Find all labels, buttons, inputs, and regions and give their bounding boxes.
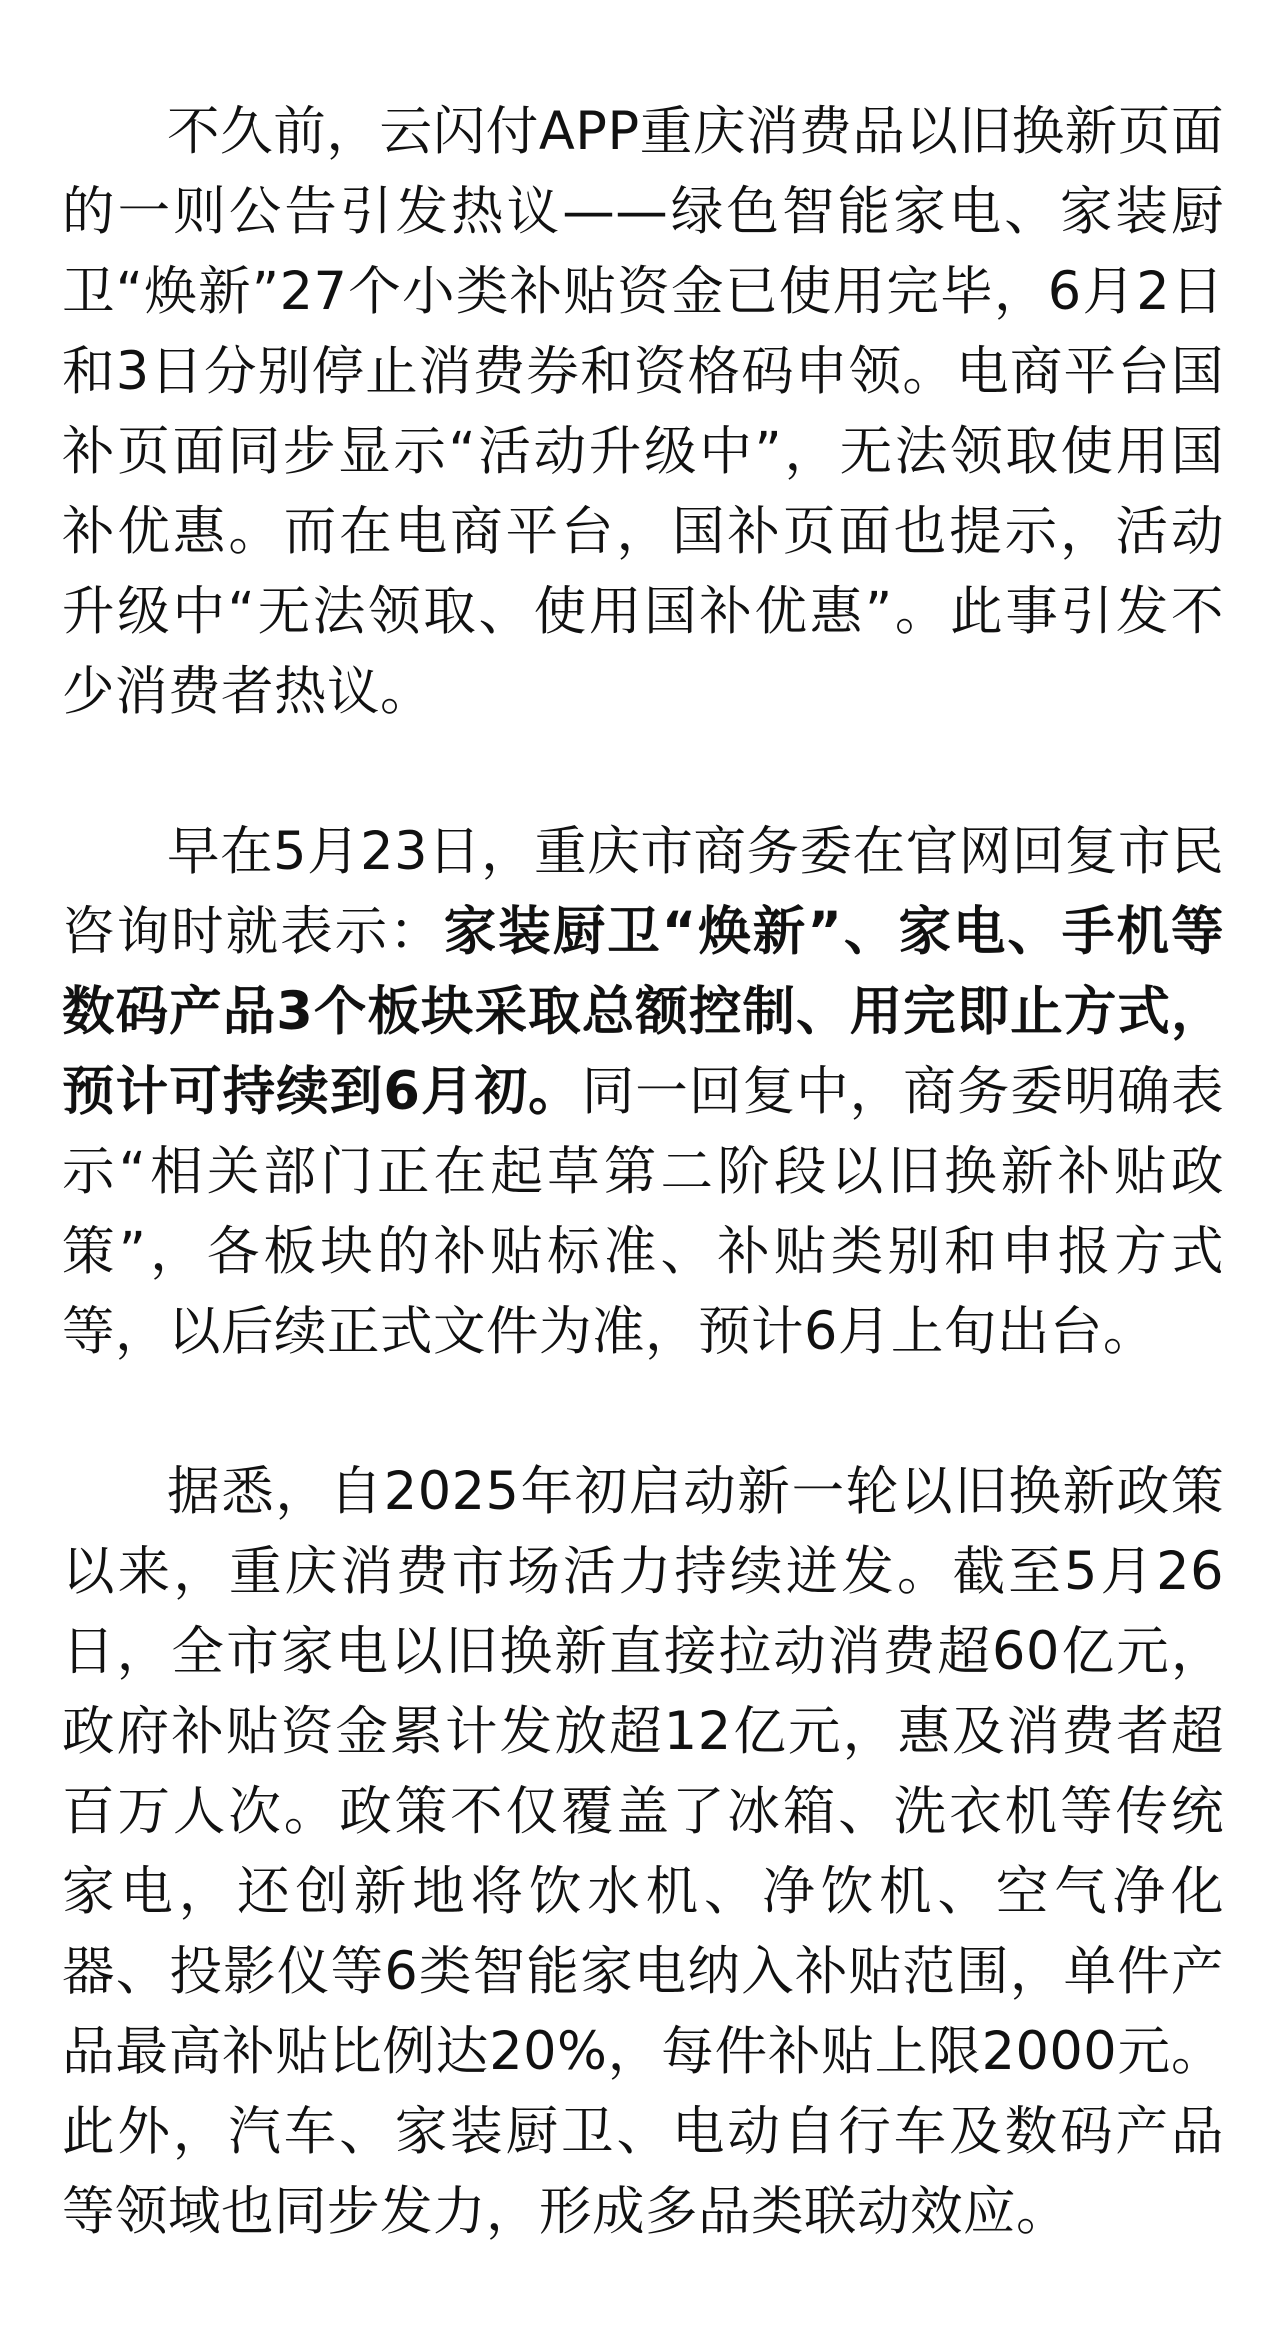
paragraph-1-text: 不久前，云闪付APP重庆消费品以旧换新页面的一则公告引发热议——绿色智能家电、家装厨卫“焕新”27个小类补贴资金已使用完毕，6月2日和3日分别停止消费券和资格码申领。电商平台国补页面同步显示“活动升级中”，无法领取使用国补优惠。而在电商平台，国补页面也提示，活动升级中“无法领取、使用国补优惠”。此事引发不少消费者热议。 — [62, 101, 1224, 722]
article-body — [62, 92, 1224, 2252]
paragraph-1 — [62, 92, 1224, 732]
paragraph-2-bold-highlight: 家装厨卫“焕新”、家电、手机等数码产品3个板块采取总额控制、用完即止方式，预计可持续到6月初。 — [62, 901, 1224, 1122]
paragraph-2-text-tail: 同一回复中，商务委明确表示“相关部门正在起草第二阶段以旧换新补贴政策”，各板块的补贴标准、补贴类别和申报方式等，以后续正式文件为准，预计6月上旬出台。 — [62, 1061, 1224, 1362]
paragraph-3-text: 据悉，自2025年初启动新一轮以旧换新政策以来，重庆消费市场活力持续迸发。截至5月26日，全市家电以旧换新直接拉动消费超60亿元，政府补贴资金累计发放超12亿元，惠及消费者超百万人次。政策不仅覆盖了冰箱、洗衣机等传统家电，还创新地将饮水机、净饮机、空气净化器、投影仪等6类智能家电纳入补贴范围，单件产品最高补贴比例达20%，每件补贴上限2000元。此外，汽车、家装厨卫、电动自行车及数码产品等领域也同步发力，形成多品类联动效应。 — [62, 1461, 1224, 2242]
paragraph-3 — [62, 1452, 1224, 2252]
paragraph-2-text-lead: 早在5月23日，重庆市商务委在官网回复市民咨询时就表示： — [62, 821, 1224, 962]
paragraph-2 — [62, 812, 1224, 1372]
